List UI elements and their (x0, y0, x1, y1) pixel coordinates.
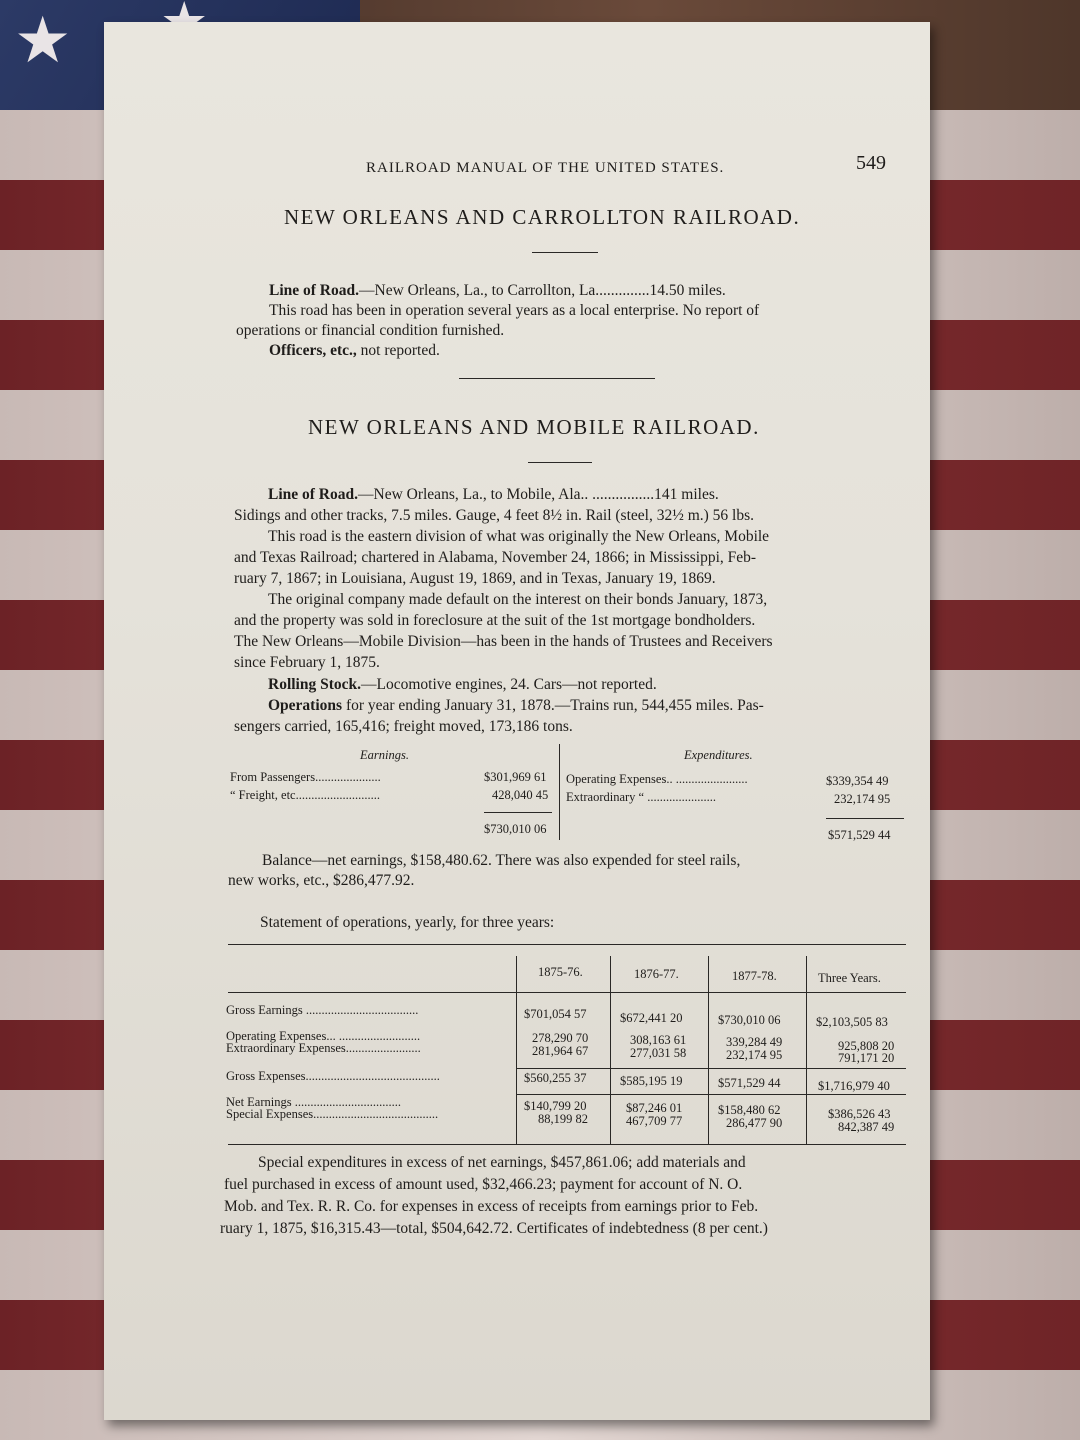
table-cell: $87,246 01 (626, 1101, 683, 1115)
closing-line: ruary 1, 1875, $16,315.43—total, $504,642.72. Certificates of indebtedness (8 per cent.) (220, 1220, 768, 1237)
section-title-mobile: NEW ORLEANS AND MOBILE RAILROAD. (308, 415, 760, 439)
table-cell: $701,054 57 (524, 1007, 587, 1021)
table-cell: 286,477 90 (726, 1116, 783, 1130)
earnings-row-label: From Passengers..................... (230, 770, 381, 784)
earnings-row-label: “ Freight, etc........................... (230, 788, 380, 802)
table-column-line (708, 956, 709, 1144)
paragraph-line: since February 1, 1875. (234, 654, 380, 671)
title-rule (528, 462, 592, 463)
table-row-label: Gross Earnings .................................... (226, 1003, 419, 1017)
line-of-road-text: —New Orleans, La., to Mobile, Ala.. ................141 miles. (358, 486, 719, 503)
earnings-row-value: $301,969 61 (484, 770, 547, 784)
table-column-line (516, 956, 517, 1144)
paragraph-line: ruary 7, 1867; in Louisiana, August 19, 1869, and in Texas, January 19, 1869. (234, 570, 716, 587)
expenditures-row-label: Extraordinary “ ...................... (566, 790, 716, 804)
statement-intro: Statement of operations, yearly, for three years: (260, 914, 555, 931)
table-row-label: Extraordinary Expenses........................ (226, 1041, 421, 1055)
table-column-header: Three Years. (818, 971, 881, 985)
table-row-label: Special Expenses........................................ (226, 1107, 439, 1121)
line-of-road-text: —New Orleans, La., to Carrollton, La..............14.50 miles. (359, 282, 726, 299)
paragraph-line: operations or financial condition furnished. (236, 322, 505, 339)
table-subtotal-rule (516, 1094, 906, 1095)
sum-rule (484, 812, 552, 813)
table-cell: $2,103,505 83 (816, 1015, 888, 1029)
table-cell: 281,964 67 (532, 1044, 589, 1058)
expenditures-row-label: Operating Expenses.. ....................... (566, 772, 748, 786)
table-cell: $571,529 44 (718, 1076, 781, 1090)
balance-line: new works, etc., $286,477.92. (228, 872, 415, 889)
paragraph-line: and Texas Railroad; chartered in Alabama, November 24, 1866; in Mississippi, Feb- (234, 549, 757, 566)
title-rule (532, 252, 598, 253)
line-of-road-mobile (268, 484, 719, 505)
closing-line: Special expenditures in excess of net earnings, $457,861.06; add materials and (258, 1154, 746, 1171)
balance-line: Balance—net earnings, $158,480.62. There was also expended for steel rails, (262, 852, 741, 869)
table-cell: $560,255 37 (524, 1071, 587, 1085)
table-column-header: 1875-76. (538, 965, 583, 979)
operations-line (268, 695, 764, 716)
table-cell: $730,010 06 (718, 1013, 781, 1027)
table-cell: 308,163 61 (630, 1033, 687, 1047)
paragraph-line: Sidings and other tracks, 7.5 miles. Gauge, 4 feet 8½ in. Rail (steel, 32½ m.) 56 lbs. (234, 507, 755, 524)
expenditures-total: $571,529 44 (828, 828, 891, 842)
table-cell: 842,387 49 (838, 1120, 895, 1134)
table-column-header: 1877-78. (732, 969, 777, 983)
table-cell: $672,441 20 (620, 1011, 683, 1025)
line-of-road-carrollton (269, 280, 726, 301)
paragraph-line: The original company made default on the interest on their bonds January, 1873, (268, 591, 768, 608)
table-column-header: 1876-77. (634, 967, 679, 981)
table-column-line (806, 956, 807, 1144)
paragraph-line: This road is the eastern division of what was originally the New Orleans, Mobile (268, 528, 770, 545)
paragraph-line: This road has been in operation several years as a local enterprise. No report of (269, 302, 760, 319)
paragraph-line: The New Orleans—Mobile Division—has been in the hands of Trustees and Receivers (234, 633, 773, 650)
table-cell: $140,799 20 (524, 1099, 587, 1113)
table-column-line (610, 956, 611, 1144)
table-cell: 339,284 49 (726, 1035, 783, 1049)
table-cell: 277,031 58 (630, 1046, 687, 1060)
expenditures-heading: Expenditures. (684, 748, 753, 762)
table-row-label: Gross Expenses........................................... (226, 1069, 440, 1083)
rolling-stock-line (268, 674, 657, 695)
operations-label: Operations (268, 697, 343, 714)
officers-text: not reported. (356, 342, 440, 359)
table-cell: 88,199 82 (538, 1112, 588, 1126)
table-row-label: Operating Expenses... .......................... (226, 1029, 421, 1043)
page-number: 549 (856, 152, 886, 174)
closing-line: Mob. and Tex. R. R. Co. for expenses in excess of receipts from earnings prior to Feb. (224, 1198, 759, 1215)
table-cell: $585,195 19 (620, 1074, 683, 1088)
expenditures-row-value: 232,174 95 (834, 792, 891, 806)
table-top-rule (228, 944, 906, 945)
sum-rule (826, 818, 904, 819)
table-cell: $158,480 62 (718, 1103, 781, 1117)
table-cell: 278,290 70 (532, 1031, 589, 1045)
closing-line: fuel purchased in excess of amount used, $32,466.23; payment for account of N. O. (224, 1176, 743, 1193)
expenditures-row-value: $339,354 49 (826, 774, 889, 788)
rolling-stock-text: —Locomotive engines, 24. Cars—not reported. (361, 676, 657, 693)
officers-line (269, 340, 440, 361)
table-cell: $386,526 43 (828, 1107, 891, 1121)
paragraph-line: sengers carried, 165,416; freight moved, 173,186 tons. (234, 718, 573, 735)
table-row-label: Net Earnings .................................. (226, 1095, 401, 1109)
running-head: RAILROAD MANUAL OF THE UNITED STATES. (366, 160, 725, 176)
book-page (104, 22, 930, 1420)
table-subtotal-rule (516, 1068, 906, 1069)
earnings-total: $730,010 06 (484, 822, 547, 836)
rolling-stock-label: Rolling Stock. (268, 676, 362, 693)
table-cell: 925,808 20 (838, 1039, 895, 1053)
officers-label: Officers, etc., (269, 342, 357, 359)
table-cell: 467,709 77 (626, 1114, 683, 1128)
line-of-road-label: Line of Road. (269, 282, 359, 299)
table-header-rule (228, 992, 906, 993)
table-cell: 232,174 95 (726, 1048, 783, 1062)
table-cell: 791,171 20 (838, 1051, 895, 1065)
operations-text: for year ending January 31, 1878.—Trains run, 544,455 miles. Pas- (342, 697, 764, 714)
table-bottom-rule (228, 1144, 906, 1145)
paragraph-line: and the property was sold in foreclosure at the suit of the 1st mortgage bondholders. (234, 612, 756, 629)
section-title-carrollton: NEW ORLEANS AND CARROLLTON RAILROAD. (284, 205, 801, 229)
column-divider (559, 744, 560, 840)
table-cell: $1,716,979 40 (818, 1079, 890, 1093)
star-icon: ★ (14, 4, 72, 78)
earnings-row-value: 428,040 45 (492, 788, 549, 802)
earnings-heading: Earnings. (360, 748, 409, 762)
line-of-road-label: Line of Road. (268, 486, 358, 503)
section-divider (459, 378, 655, 379)
